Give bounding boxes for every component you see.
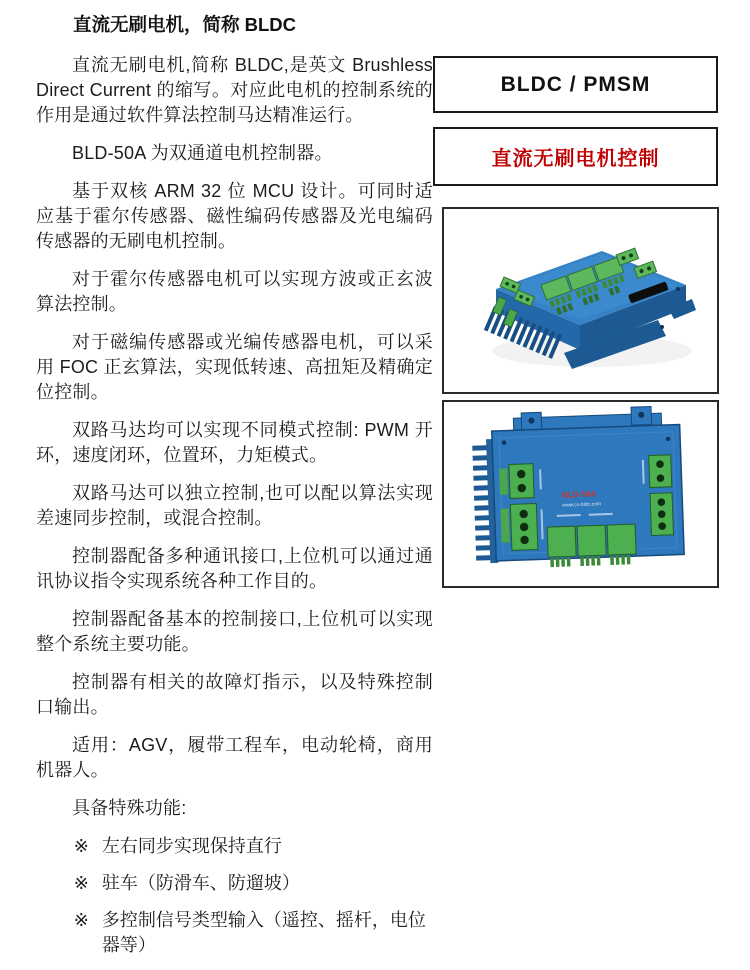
bullet-text: 多控制信号类型输入（遥控、摇杆，电位器等） (101, 910, 426, 955)
bullet-marker-icon: ※ (73, 836, 89, 856)
controller-front-illustration (444, 402, 717, 586)
paragraph-intro: 直流无刷电机,简称 BLDC,是英文 Brushless Direct Current 的缩写。对应此电机的控制系统的作用是通过软件算法控制马达精准运行。 (36, 55, 433, 125)
label-box-bldc-control (433, 127, 718, 186)
paragraph-applications: 适用：AGV，履带工程车，电动轮椅，商用机器人。 (36, 735, 433, 780)
paragraph-dual-control: 双路马达可以独立控制,也可以配以算法实现差速同步控制，或混合控制。 (36, 483, 433, 528)
bullet-marker-icon: ※ (73, 873, 89, 893)
label-box-bldc-pmsm (433, 56, 718, 113)
paragraph-fault-led: 控制器有相关的故障灯指示，以及特殊控制口输出。 (36, 672, 433, 717)
paragraph-modes: 双路马达均可以实现不同模式控制: PWM 开环，速度闭环，位置环，力矩模式。 (36, 420, 433, 465)
feature-bullet-inputs (36, 908, 433, 958)
paragraph-comm-ports: 控制器配备多种通讯接口,上位机可以通过通讯协议指令实现系统各种工作目的。 (36, 546, 433, 591)
product-photo-frame-front (442, 400, 719, 588)
product-photo-frame-isometric (442, 207, 719, 394)
label-text-bldc-control: 直流无刷电机控制 (491, 148, 660, 170)
device-model-label: BLD-50A (561, 489, 596, 500)
label-text-bldc-pmsm: BLDC / PMSM (500, 72, 651, 96)
controller-isometric-illustration (444, 209, 717, 392)
feature-bullet-sync (36, 834, 433, 859)
paragraph-foc: 对于磁编传感器或光编传感器电机，可以采用 FOC 正玄算法，实现低转速、高扭矩及精确定位控制。 (36, 332, 433, 402)
bullet-marker-icon: ※ (73, 910, 89, 930)
doc-heading: 直流无刷电机，简称 BLDC (73, 14, 297, 35)
paragraph-basic-ports: 控制器配备基本的控制接口,上位机可以实现整个系统主要功能。 (36, 609, 433, 654)
feature-bullet-parking (36, 871, 433, 896)
bullet-text: 左右同步实现保持直行 (101, 836, 282, 856)
paragraph-model: BLD-50A 为双通道电机控制器。 (72, 143, 333, 163)
paragraph-hall: 对于霍尔传感器电机可以实现方波或正玄波算法控制。 (36, 269, 433, 314)
bullet-text: 驻车（防滑车、防遛坡） (101, 873, 300, 893)
article-column (36, 12, 433, 970)
device-url-text: www.cx-bldc.com (562, 501, 602, 509)
paragraph-mcu: 基于双核 ARM 32 位 MCU 设计。可同时适应基于霍尔传感器、磁性编码传感器及光电编码传感器的无刷电机控制。 (36, 181, 433, 251)
paragraph-special-func: 具备特殊功能: (72, 798, 187, 818)
